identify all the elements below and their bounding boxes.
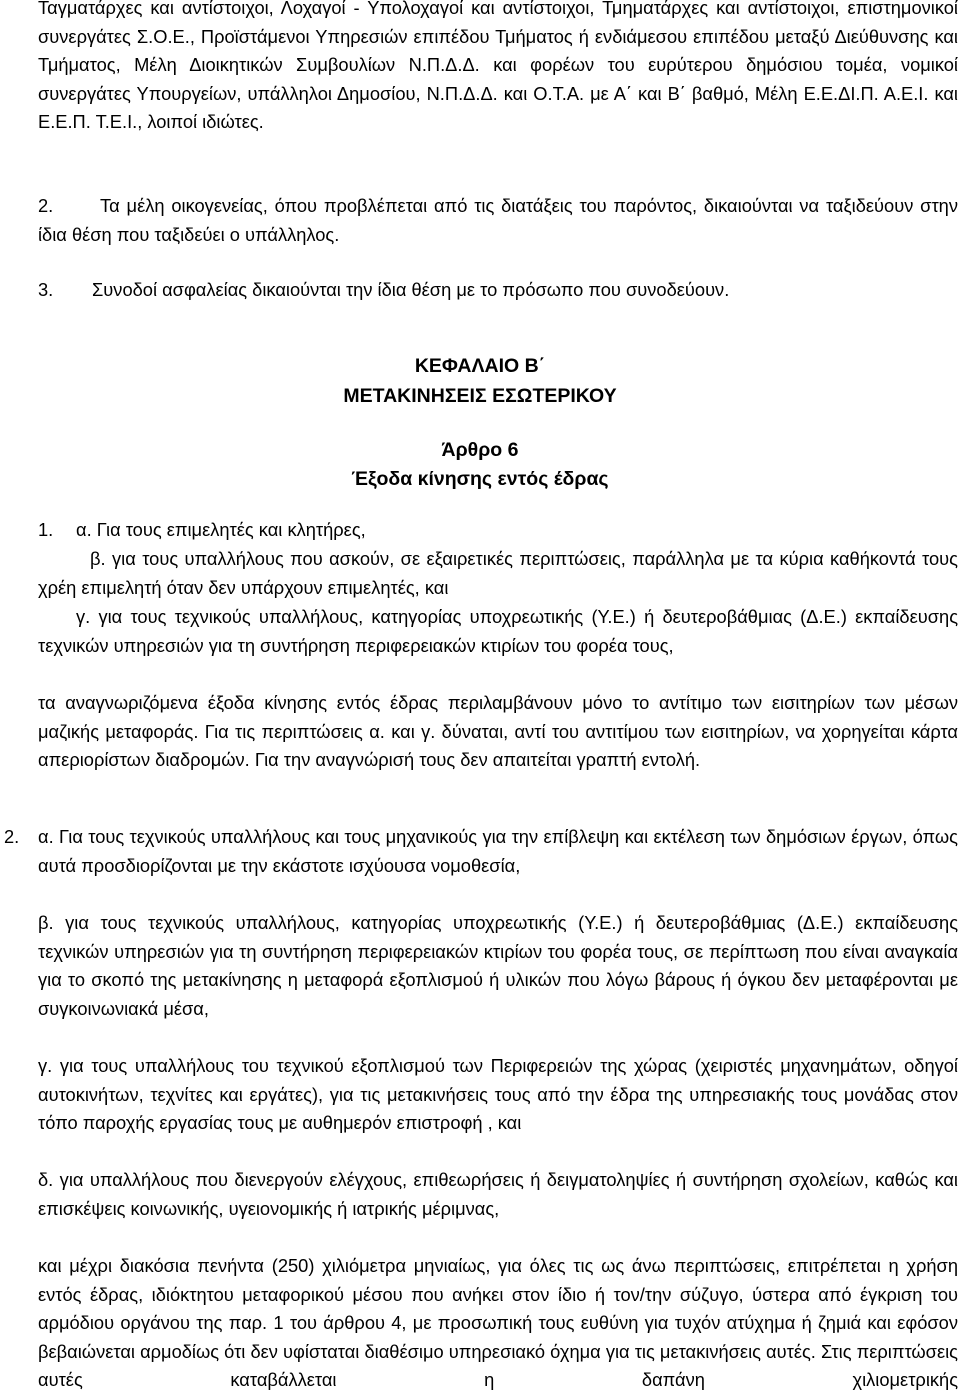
item-2-number: 2. [38,195,54,216]
section-2-number: 2. [4,826,20,847]
section-2-conclusion: και μέχρι διακόσια πενήντα (250) χιλιόμετρα μηνιαίως, για όλες τις ως άνω περιπτώσεις, επιτρέπεται η χρήση εντός έδρας, ιδιόκτητου μεταφορικού μέσου που ανήκει στον ίδιο ή τον/την σύζυγο, ύστερα από έγκριση του αρμόδιου οργάνου της παρ. 1 του άρθρου 4, με προσωπική τους ευθύνη για τυχόν ατύχημα ή ζημιά και εφόσον βεβαιώνεται αρμοδίως ότι δεν υφίσταται διαθέσιμο υπηρεσιακό όχημα για τις μετακινήσεις αυτές. Στις περιπτώσεις αυτές καταβάλλεται η δαπάνη χιλιομετρικής [38,1255,958,1391]
item-2-text: Τα μέλη οικογενείας, όπου προβλέπεται από τις διατάξεις του παρόντος, δικαιούνται να ταξιδεύουν στην ίδια θέση που ταξιδεύει ο υπάλληλος. [38,195,958,245]
article-title: Άρθρο 6 [441,439,519,461]
section-1-item-b: β. για τους υπαλλήλους που ασκούν, σε εξαιρετικές περιπτώσεις, παράλληλα με τα κύρια καθήκοντά τους χρέη επιμελητή όταν δεν υπάρχουν επιμελητές, και [38,548,958,598]
intro-paragraph: Ταγματάρχες και αντίστοιχοι, Λοχαγοί - Υπολοχαγοί και αντίστοιχοι, Τμηματάρχες και αντίστοιχοι, επιστημονικοί συνεργάτες Σ.Ο.Ε., Προϊστάμενοι Υπηρεσιών επιπέδου Τμήματος ή ενδιάμεσου επιπέδου μεταξύ Διεύθυνσης και Τμήματος, Μέλη Διοικητικών Συμβουλίων Ν.Π.Δ.Δ. και φορέων του ευρύτερου δημόσιου τομέα, νομικοί συνεργάτες Υπουργείων, υπάλληλοι Δημοσίου, Ν.Π.Δ.Δ. και Ο.Τ.Α. με Α΄ και Β΄ βαθμό, Μέλη Ε.Ε.ΔΙ.Π. Α.Ε.Ι. και Ε.Ε.Π. Τ.Ε.Ι., λοιποί ιδιώτες. [38,0,958,133]
section-2-item-d: δ. για υπαλλήλους που διενεργούν ελέγχους, επιθεωρήσεις ή δειγματοληψίες ή συντήρηση σχολείων, καθώς και επισκέψεις κοινωνικής, υγειονομικής ή ιατρικής μέριμνας, [38,1169,958,1219]
section-2-item-g: γ. για τους υπαλλήλους του τεχνικού εξοπλισμού των Περιφερειών της χώρας (χειριστές μηχανημάτων, οδηγοί αυτοκινήτων, τεχνίτες και εργάτες), για τις μετακινήσεις τους από την έδρα της υπηρεσιακής τους μονάδας στον τόπο παροχής εργασίας τους με αυθημερόν επιστροφή , και [38,1055,958,1134]
section-2-item-a: α. Για τους τεχνικούς υπαλλήλους και τους μηχανικούς για την επίβλεψη και εκτέλεση των δημόσιων έργων, όπως αυτά προσδιορίζονται με την εκάστοτε ισχύουσα νομοθεσία, [38,826,958,876]
section-1-number: 1. [38,519,54,540]
item-3-text: Συνοδοί ασφαλείας δικαιούνται την ίδια θέση με το πρόσωπο που συνοδεύουν. [92,279,730,300]
section-1-item-a: α. Για τους επιμελητές και κλητήρες, [76,519,366,540]
section-2-item-b: β. για τους τεχνικούς υπαλλήλους, κατηγορίας υποχρεωτικής (Υ.Ε.) ή δευτεροβάθμιας (Δ.Ε.) εκπαίδευσης τεχνικών υπηρεσιών για τη συντήρηση περιφερειακών κτιρίων του φορέα τους, σε περίπτωση που είναι αναγκαία για το σκοπό της μετακίνησης η μεταφορά εξοπλισμού ή υλικών που λόγω βάρους ή όγκου δεν μεταφέρονται με συγκοινωνιακά μέσα, [38,912,958,1019]
article-subtitle: Έξοδα κίνησης εντός έδρας [351,468,609,490]
section-1-conclusion: τα αναγνωριζόμενα έξοδα κίνησης εντός έδρας περιλαμβάνουν μόνο το αντίτιμο των εισιτηρίων των μέσων μαζικής μεταφοράς. Για τις περιπτώσεις α. και γ. δύναται, αντί του αντιτίμου των εισιτηρίων, να χορηγείται κάρτα απεριορίστων διαδρομών. Για την αναγνώρισή τους δεν απαιτείται γραπτή εντολή. [38,692,958,771]
chapter-title: ΚΕΦΑΛΑΙΟ Β΄ [414,355,546,377]
item-3-number: 3. [38,279,54,300]
section-1-item-g: γ. για τους τεχνικούς υπαλλήλους, κατηγορίας υποχρεωτικής (Υ.Ε.) ή δευτεροβάθμιας (Δ.Ε.) εκπαίδευσης τεχνικών υπηρεσιών για τη συντήρηση περιφερειακών κτιρίων του φορέα τους, [38,606,958,656]
chapter-subtitle: ΜΕΤΑΚΙΝΗΣΕΙΣ ΕΣΩΤΕΡΙΚΟΥ [343,385,617,407]
